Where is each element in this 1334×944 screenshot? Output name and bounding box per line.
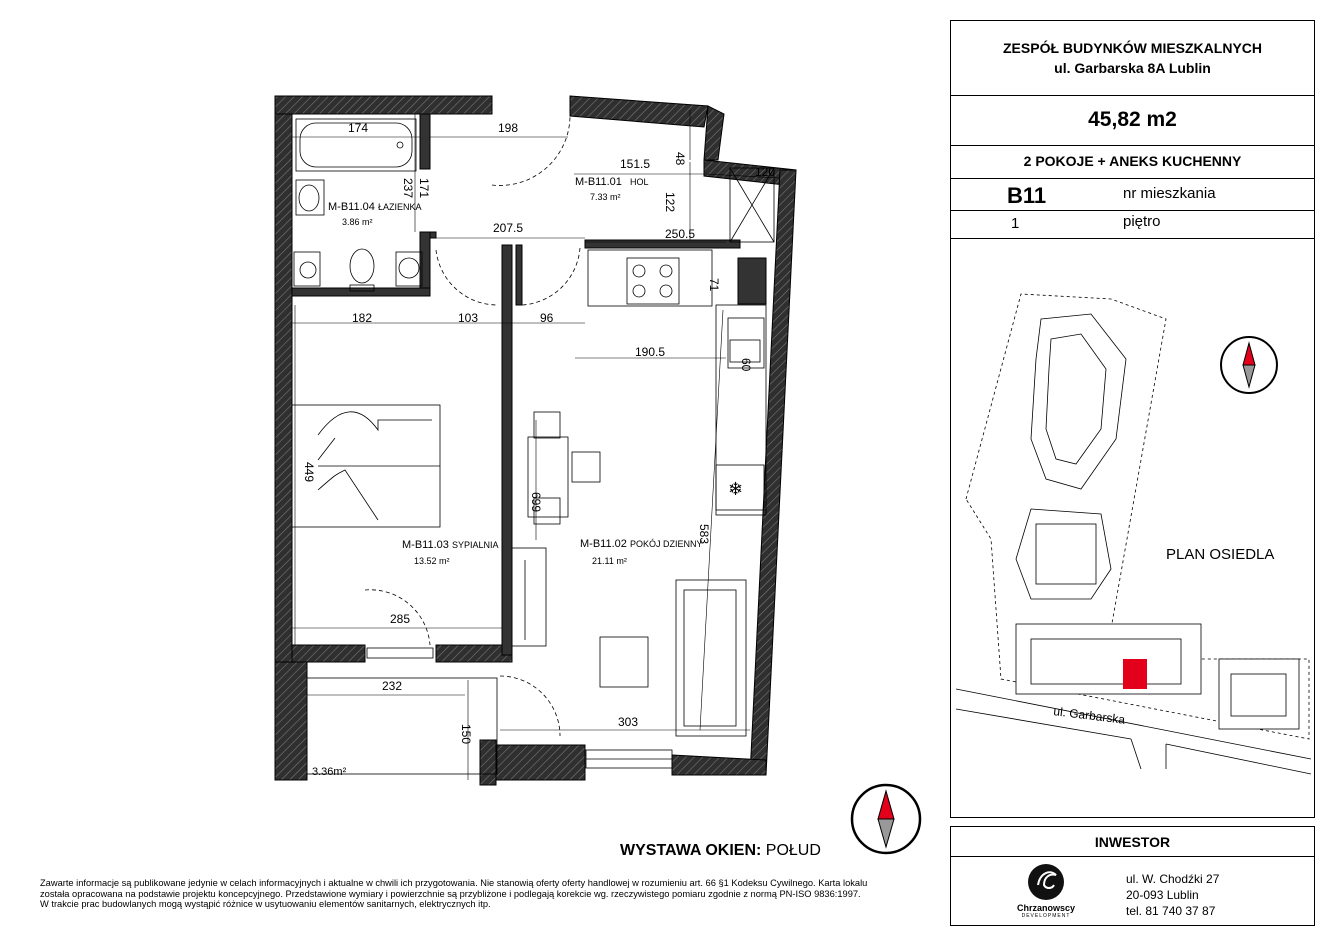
inner-walls — [292, 114, 766, 655]
wall-balcony-right — [480, 740, 496, 785]
wall-bedroom-bottom-left — [292, 645, 365, 662]
unit-area: 45,82 m2 — [951, 96, 1314, 146]
wall-shaft-1 — [738, 258, 766, 304]
site-highlight-unit — [1123, 659, 1147, 689]
dim-151-5: 151.5 — [620, 157, 651, 171]
site-building-2 — [1016, 509, 1111, 599]
project-title-line1: ZESPÓŁ BUDYNKÓW MIESZKALNYCH — [1003, 40, 1262, 56]
exposure-label: WYSTAWA OKIEN: — [620, 842, 762, 859]
wall-balcony-left — [275, 662, 307, 780]
dim-122: 122 — [663, 192, 677, 213]
dim-120: 120 — [755, 165, 776, 179]
room-hol-id: M-B11.01 — [575, 176, 622, 188]
balcony-area: 3.36m² — [312, 766, 347, 778]
room-bath-id: M-B11.04 — [328, 201, 375, 213]
room-living-id: M-B11.02 — [580, 538, 627, 550]
room-bath-area: 3.86 m² — [342, 217, 373, 227]
info-panel — [950, 20, 1315, 818]
room-bedroom-area: 13.52 m² — [414, 556, 450, 566]
wall-bedroom-right-b — [516, 245, 522, 305]
dim-303: 303 — [618, 715, 639, 729]
investor-address-line2: 20-093 Lublin — [1126, 888, 1199, 902]
dim-96: 96 — [540, 311, 554, 325]
dim-449: 449 — [302, 462, 316, 483]
room-living-name: POKÓJ DZIENNY — [630, 539, 703, 549]
sofa — [676, 580, 746, 736]
room-bedroom-name: SYPIALNIA — [452, 540, 499, 550]
wall-hall-bottom-left — [430, 232, 436, 238]
dim-198: 198 — [498, 121, 519, 135]
snowflake-icon: ❄ — [728, 479, 744, 499]
dim-207-5: 207.5 — [493, 221, 524, 235]
project-title — [951, 21, 1314, 96]
investor-address — [1126, 871, 1219, 919]
dim-71: 71 — [707, 278, 721, 292]
project-title-line2: ul. Garbarska 8A Lublin — [1054, 60, 1211, 76]
investor-box — [950, 826, 1315, 926]
disclaimer-line: W trakcie prac budowlanych mogą wystąpić różnice w usytuowaniu elementów sanitarnych, elektrycznych itp. — [40, 899, 491, 910]
investor-title: INWESTOR — [951, 827, 1314, 857]
window-exposure — [620, 842, 821, 860]
wall-top-left — [275, 96, 492, 114]
site-street-name: ul. Garbarska — [1052, 704, 1126, 727]
compass-icon — [852, 785, 920, 853]
unit-code-label: nr mieszkania — [1123, 185, 1216, 202]
site-building-1 — [1031, 314, 1126, 489]
room-bath-name: ŁAZIENKA — [378, 202, 422, 212]
wall-bath-right-a — [420, 114, 430, 169]
wall-bedroom-bottom-right — [436, 645, 512, 662]
exposure-value: POŁUD — [765, 842, 821, 859]
coffee-table — [600, 637, 648, 687]
unit-floor-label: piętro — [1123, 213, 1161, 230]
wall-bottom-mid — [496, 745, 585, 780]
unit-code: B11 — [1007, 183, 1047, 208]
dim-103: 103 — [458, 311, 479, 325]
dim-237: 237 — [401, 178, 415, 199]
bedroom-wardrobe — [512, 548, 546, 646]
dim-250-5: 250.5 — [665, 227, 696, 241]
wall-right-upper — [704, 106, 724, 160]
wall-left-top — [275, 96, 292, 662]
wall-top-right — [570, 96, 708, 127]
site-building-3 — [1016, 624, 1201, 694]
dim-285: 285 — [390, 612, 411, 626]
disclaimer-line: Zawarte informacje są publikowane jedynie w celach informacyjnych i aktualne w chwili ich przygotowania. Nie stanowią oferty oferty handlowej w rozumieniu art. 66 §1 Kodeksu Cywilnego. Karta lokalu — [40, 878, 868, 888]
logo-icon — [1022, 861, 1070, 903]
logo — [1001, 861, 1091, 921]
dim-182: 182 — [352, 311, 373, 325]
disclaimer-line: została opracowana na podstawie projektu koncepcyjnego. Przedstawione wymiary i powierzchnie są przybliżone i podlegają korekcie wg. rzeczywistego pomiaru zgodnie z normą PN-ISO 9836:1997. — [40, 888, 861, 899]
dim-190-5: 190.5 — [635, 345, 666, 359]
disclaimer — [40, 878, 940, 910]
washing-machine — [396, 252, 422, 286]
logo-sub: DEVELOPMENT — [1021, 913, 1071, 919]
toilet — [350, 249, 374, 283]
dim-232: 232 — [382, 679, 403, 693]
wall-bedroom-right-a — [502, 245, 512, 655]
unit-rooms: 2 POKOJE + ANEKS KUCHENNY — [951, 146, 1314, 179]
dim-48: 48 — [673, 152, 687, 166]
room-bedroom-id: M-B11.03 — [402, 539, 449, 551]
investor-phone: tel. 81 740 37 87 — [1126, 904, 1216, 918]
dim-60: 60 — [739, 358, 753, 372]
unit-floor: 1 — [1011, 215, 1020, 232]
site-compass-icon — [1221, 337, 1277, 393]
dim-150: 150 — [459, 724, 473, 745]
logo-name: Chrzanowscy — [1016, 903, 1076, 913]
dim-583: 583 — [697, 524, 711, 545]
investor-address-line1: ul. W. Chodźki 27 — [1126, 872, 1220, 886]
wall-kitchen-top — [585, 240, 740, 248]
site-plan — [951, 239, 1313, 817]
site-plan-title: PLAN OSIEDLA — [1166, 546, 1275, 563]
unit-details — [951, 179, 1314, 239]
wall-bath-bottom — [292, 288, 430, 296]
dim-171: 171 — [417, 178, 431, 199]
dim-174: 174 — [348, 121, 369, 135]
room-hol-name: HOL — [630, 177, 649, 187]
room-hol-area: 7.33 m² — [590, 192, 621, 202]
room-living-area: 21.11 m² — [592, 556, 627, 566]
outer-walls — [275, 96, 796, 785]
dim-699: 699 — [529, 492, 543, 513]
